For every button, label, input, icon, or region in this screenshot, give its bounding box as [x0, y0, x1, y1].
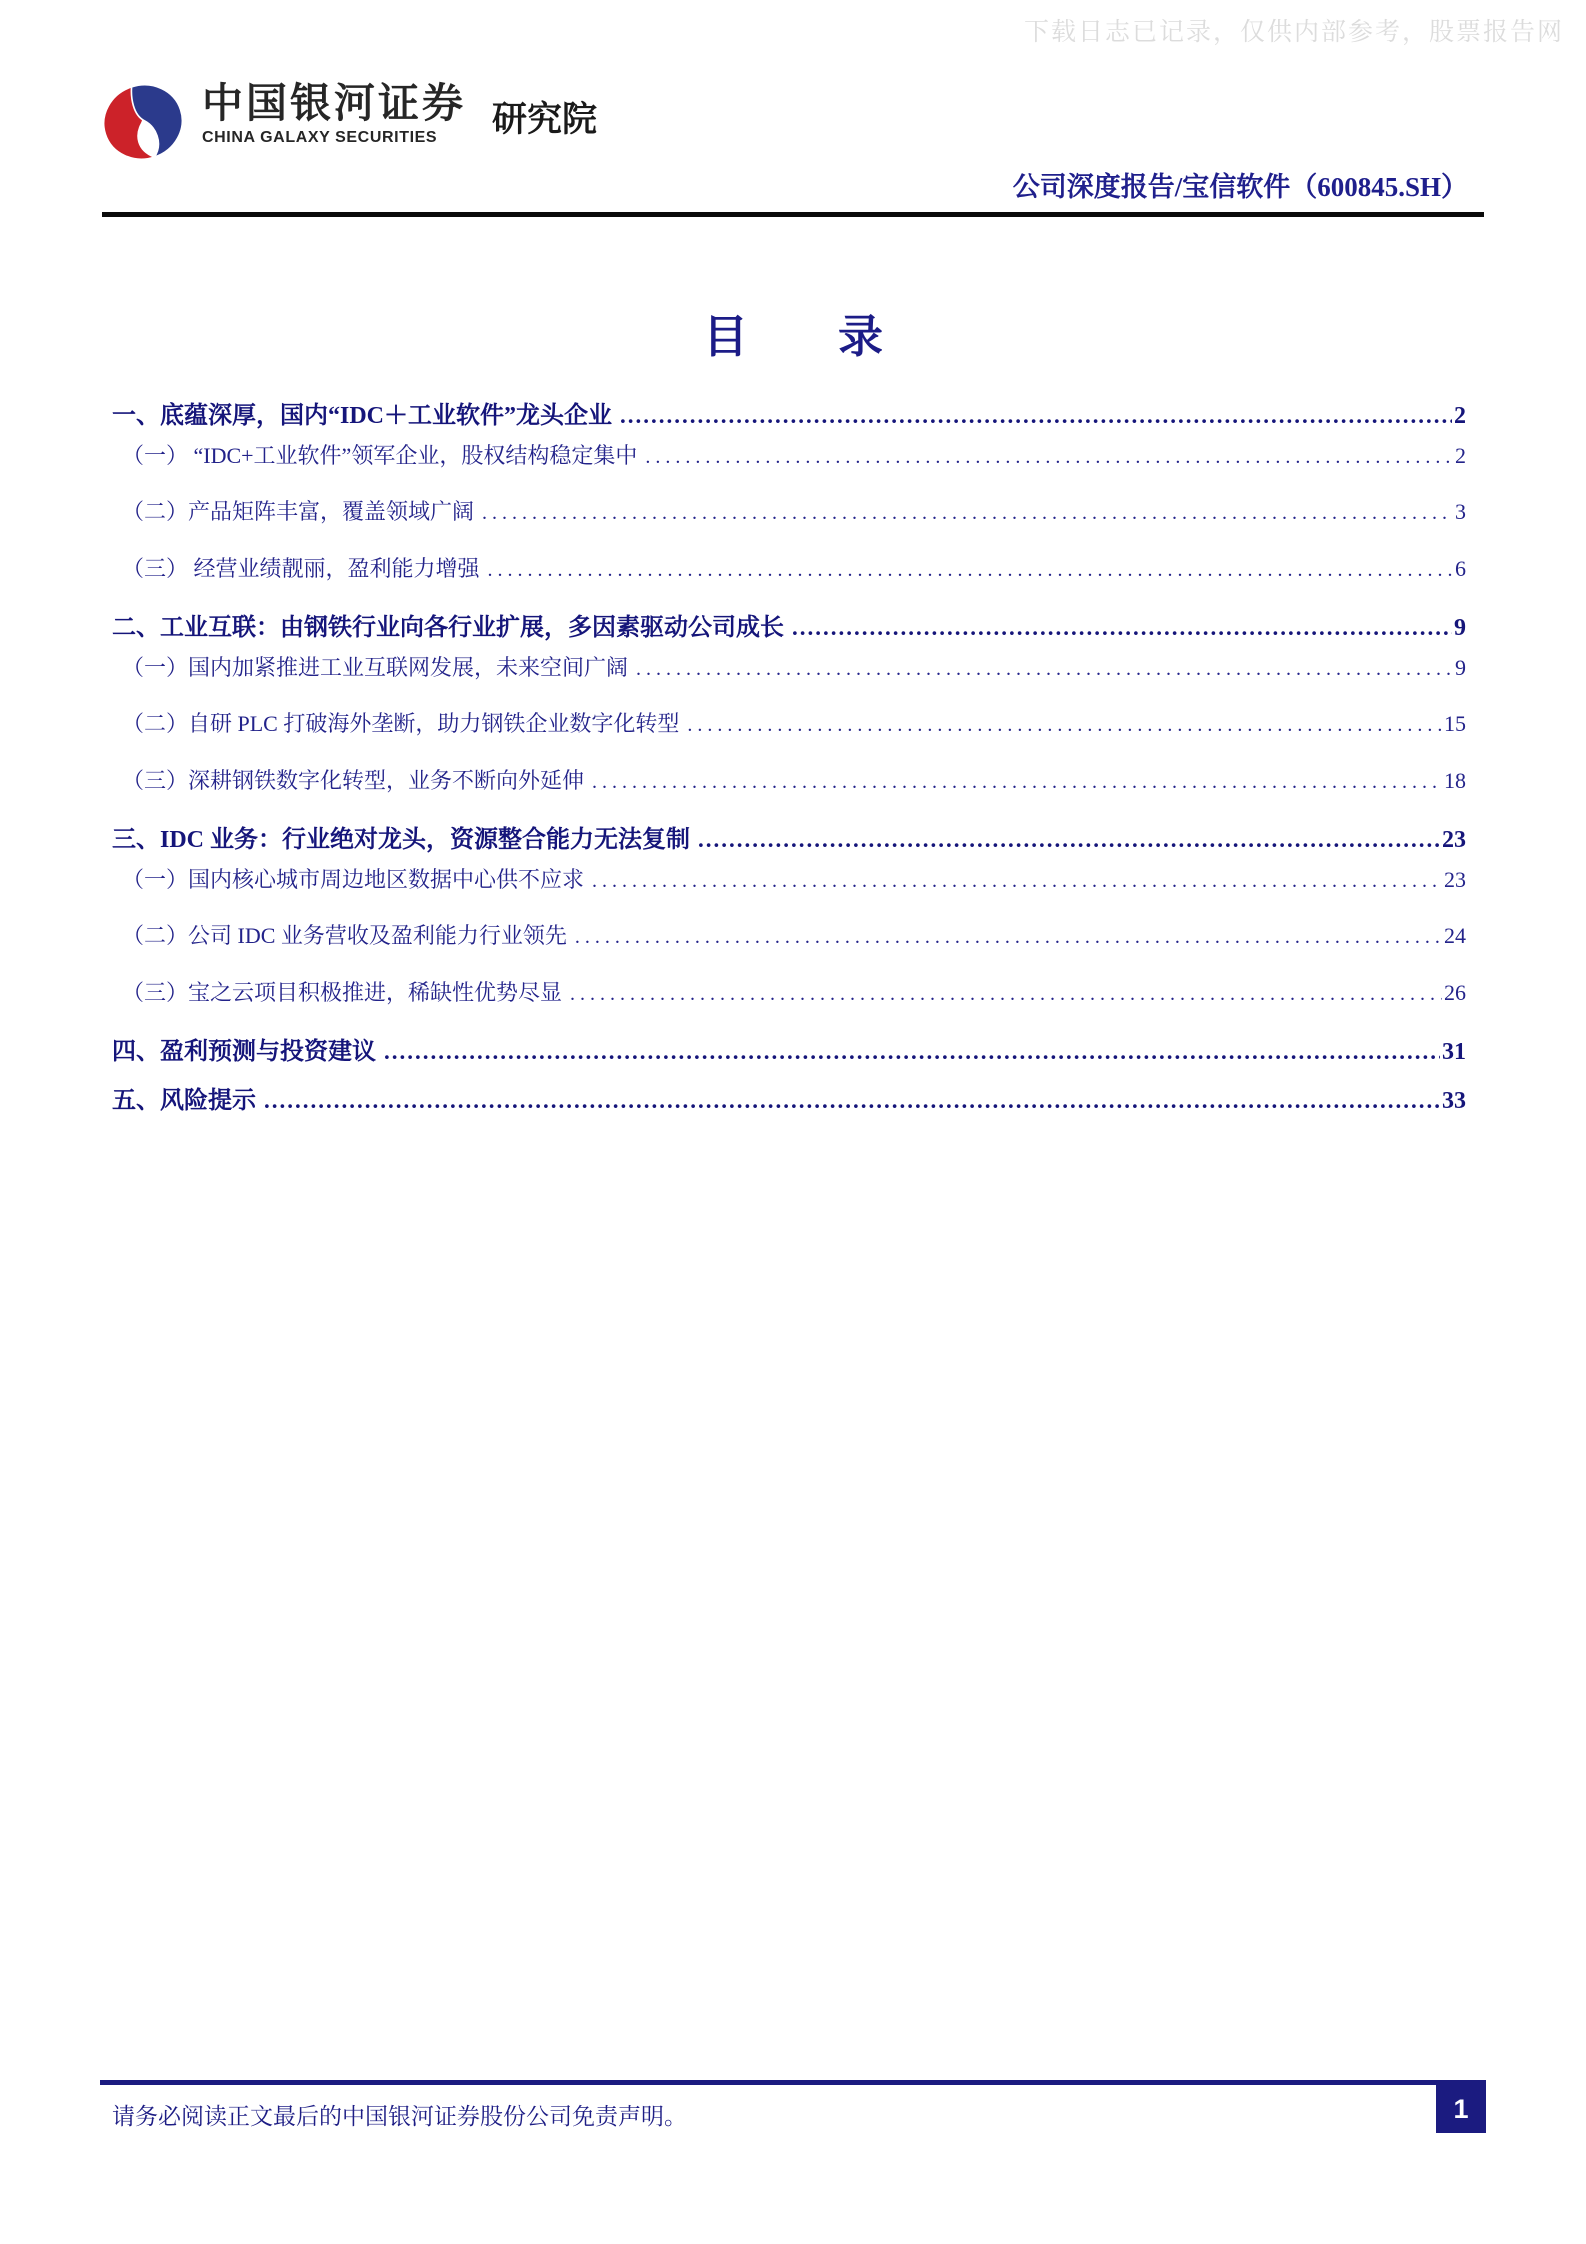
- toc-page-number: 15: [1444, 711, 1466, 737]
- toc-dot-leader: [384, 1038, 1440, 1067]
- toc-entry-label: （一）国内核心城市周边地区数据中心供不应求: [122, 866, 585, 892]
- toc-entry[interactable]: [112, 768, 1466, 794]
- toc-entry[interactable]: [112, 443, 1466, 469]
- toc-entry-label: 四、盈利预测与投资建议: [112, 1038, 376, 1065]
- logo-text-block: [202, 80, 466, 147]
- watermark-text: 下载日志已记录，仅供内部参考，股票报告网: [1023, 18, 1564, 46]
- toc-entry[interactable]: [112, 1087, 1466, 1116]
- toc-entry-label: （三） 经营业绩靓丽，盈利能力增强: [122, 555, 480, 581]
- toc-entry-label: （二）产品矩阵丰富，覆盖领域广阔: [122, 499, 475, 525]
- logo-chinese-name: 中国银河证券: [202, 80, 466, 126]
- toc-dot-leader: [645, 443, 1453, 469]
- logo-english-name: CHINA GALAXY SECURITIES: [202, 129, 438, 147]
- toc-dot-leader: [264, 1087, 1440, 1116]
- toc-entry-label: 二、工业互联：由钢铁行业向各行业扩展，多因素驱动公司成长: [112, 614, 784, 641]
- toc-page-number: 6: [1455, 555, 1466, 581]
- report-type-label: 公司深度报告/宝信软件（600845.SH）: [1012, 172, 1468, 202]
- toc-entry-label: （三）宝之云项目积极推进，稀缺性优势尽显: [122, 979, 563, 1005]
- toc-entry[interactable]: [112, 655, 1466, 681]
- toc-page-number: 33: [1442, 1087, 1466, 1114]
- toc-dot-leader: [687, 711, 1442, 737]
- toc-dot-leader: [570, 980, 1442, 1006]
- toc-dot-leader: [592, 867, 1442, 893]
- toc-entry[interactable]: [112, 499, 1466, 525]
- toc-page-number: 18: [1444, 767, 1466, 793]
- toc-page-number: 24: [1444, 923, 1466, 949]
- toc-dot-leader: [482, 499, 1453, 525]
- toc-page-number: 23: [1444, 866, 1466, 892]
- toc-page-number: 26: [1444, 979, 1466, 1005]
- page-footer: [100, 2080, 1486, 2131]
- toc-dot-leader: [636, 655, 1453, 681]
- toc-dot-leader: [792, 614, 1452, 643]
- toc-entry-label: （二）自研 PLC 打破海外垄断，助力钢铁企业数字化转型: [122, 711, 680, 737]
- toc-entry-label: 五、风险提示: [112, 1087, 256, 1114]
- toc-entry-label: （三）深耕钢铁数字化转型，业务不断向外延伸: [122, 767, 585, 793]
- toc-page-number: 2: [1454, 403, 1466, 429]
- toc-entry[interactable]: [112, 556, 1466, 582]
- toc-entry[interactable]: [112, 867, 1466, 893]
- toc-entry[interactable]: [112, 923, 1466, 949]
- toc-entry-label: （一） “IDC+工业软件”领军企业，股权结构稳定集中: [122, 442, 638, 468]
- toc-entry[interactable]: [112, 980, 1466, 1006]
- company-logo: [102, 80, 597, 164]
- toc-entry[interactable]: [112, 1038, 1466, 1067]
- galaxy-swirl-icon: [102, 80, 184, 164]
- toc-entry-label: 三、IDC 业务：行业绝对龙头，资源整合能力无法复制: [112, 826, 691, 853]
- page-title: 目 录: [702, 312, 883, 362]
- toc-entry-label: （二）公司 IDC 业务营收及盈利能力行业领先: [122, 923, 567, 949]
- table-of-contents: [112, 402, 1466, 1116]
- toc-entry[interactable]: [112, 711, 1466, 737]
- toc-dot-leader: [620, 402, 1452, 431]
- toc-page-number: 9: [1455, 654, 1466, 680]
- page-header: [102, 0, 1484, 217]
- page-number-badge: 1: [1436, 2085, 1486, 2133]
- toc-entry-label: （一）国内加紧推进工业互联网发展，未来空间广阔: [122, 654, 629, 680]
- toc-page-number: 2: [1455, 442, 1466, 468]
- toc-dot-leader: [575, 923, 1442, 949]
- toc-page-number: 23: [1442, 826, 1466, 853]
- toc-dot-leader: [592, 768, 1442, 794]
- toc-dot-leader: [488, 556, 1453, 582]
- toc-page-number: 3: [1455, 499, 1466, 525]
- toc-entry[interactable]: [112, 826, 1466, 855]
- toc-page-number: 31: [1442, 1038, 1466, 1065]
- toc-entry-label: 一、底蕴深厚，国内“IDC＋工业软件”龙头企业: [112, 403, 613, 429]
- toc-page-number: 9: [1454, 614, 1466, 641]
- toc-dot-leader: [698, 826, 1440, 855]
- research-institute-label: 研究院: [492, 100, 598, 139]
- toc-entry[interactable]: [112, 402, 1466, 431]
- toc-entry[interactable]: [112, 614, 1466, 643]
- disclaimer-text: 请务必阅读正文最后的中国银河证券股份公司免责声明。: [112, 2104, 687, 2129]
